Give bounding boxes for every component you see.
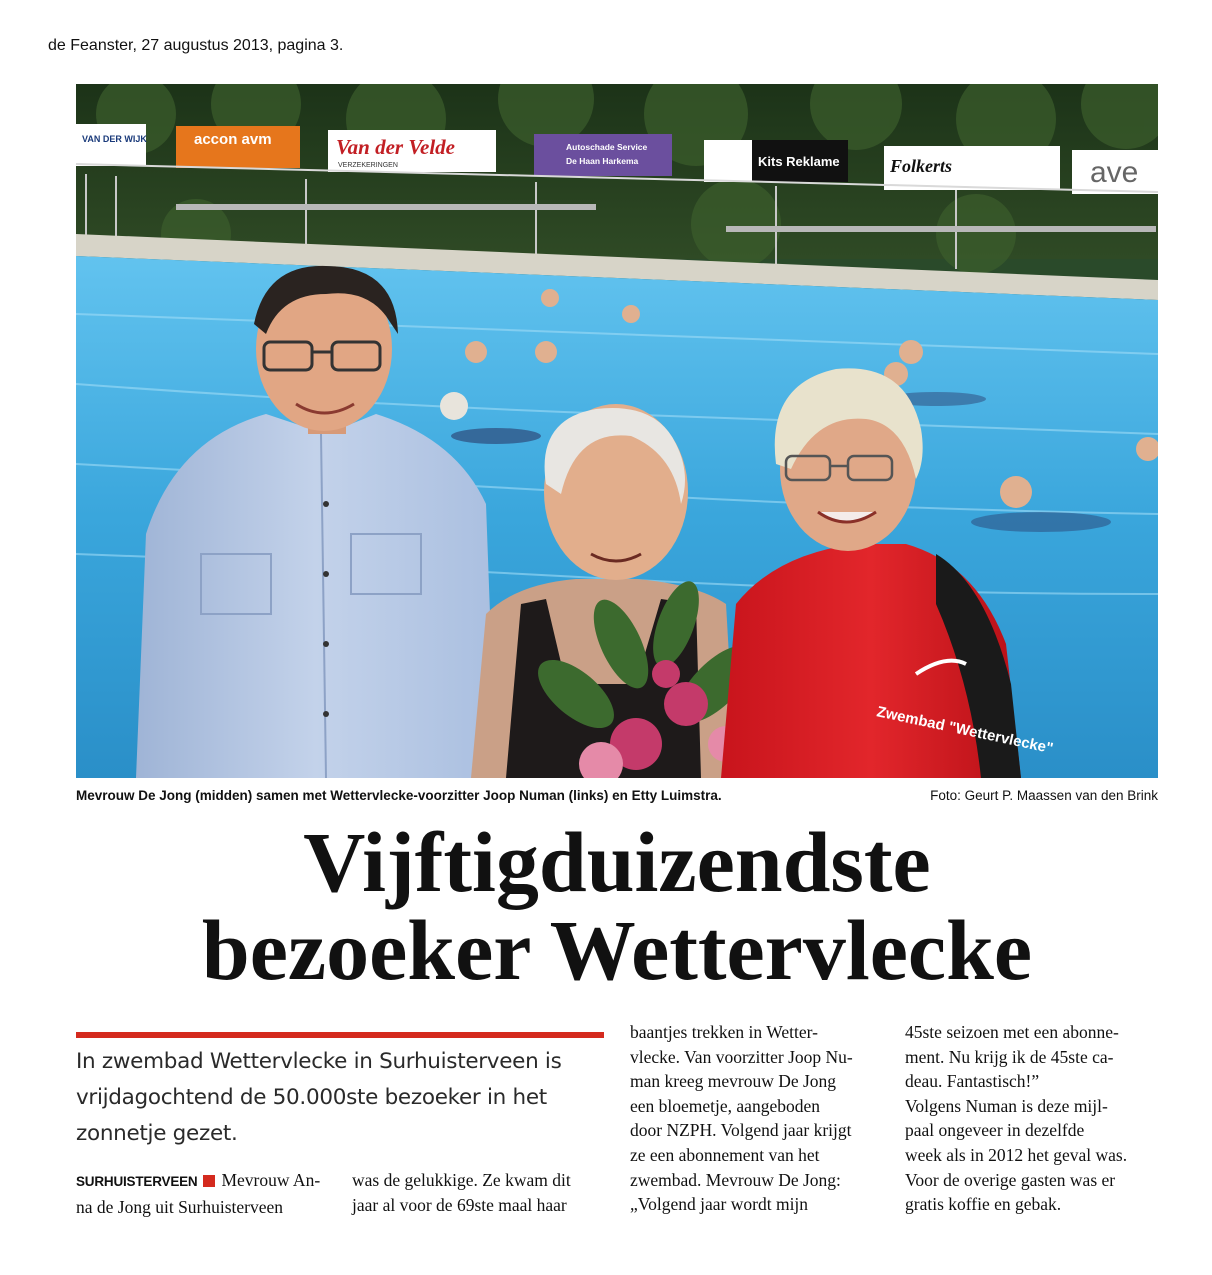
- banner-kits-reklame: Kits Reklame: [758, 154, 840, 169]
- body-line: „Volgend jaar wordt mijn: [630, 1194, 809, 1215]
- body-line: week als in 2012 het geval was.: [905, 1144, 1128, 1165]
- body-line: baantjes trekken in Wetter-: [630, 1022, 818, 1042]
- body-line: Voor de overige gasten was er: [905, 1169, 1116, 1190]
- body-line: vlecke. Van voorzitter Joop Nu-: [630, 1046, 853, 1067]
- intro-line: zonnetje gezet.: [76, 1121, 238, 1146]
- intro-lead: [76, 1044, 604, 1152]
- banner-folkerts: Folkerts: [890, 156, 953, 176]
- banner-autoschade: Autoschade Service: [566, 142, 648, 152]
- article-column-4: [905, 1020, 1157, 1217]
- body-line: man kreeg mevrouw De Jong: [630, 1071, 837, 1092]
- banner-van-der-wijk: VAN DER WIJK: [82, 134, 147, 144]
- banner-ave: ave: [1090, 156, 1139, 189]
- article-column-1: [76, 1168, 330, 1219]
- photo-credit: Foto: Geurt P. Maassen van den Brink: [930, 788, 1158, 803]
- body-line: zwembad. Mevrouw De Jong:: [630, 1169, 841, 1190]
- headline-line-2: bezoeker Wettervlecke: [201, 902, 1033, 998]
- news-photo: [76, 84, 1158, 778]
- body-line: gratis koffie en gebak.: [905, 1194, 1062, 1215]
- body-line: deau. Fantastisch!”: [905, 1071, 1040, 1092]
- body-line: een bloemetje, aangeboden: [630, 1095, 820, 1116]
- body-line: ze een abonnement van het: [630, 1144, 820, 1165]
- intro-line: In zwembad Wettervlecke in Surhuisterveen is: [76, 1049, 562, 1074]
- body-line: door NZPH. Volgend jaar krijgt: [630, 1120, 852, 1141]
- body-line: ment. Nu krijg ik de 45ste ca-: [905, 1046, 1114, 1067]
- accent-rule: [76, 1032, 604, 1038]
- banner-verzekeringen: VERZEKERINGEN: [338, 162, 398, 169]
- headline-line-1: Vijftigduizendste: [303, 814, 931, 910]
- red-square-marker: [203, 1175, 215, 1187]
- headline: [76, 814, 1158, 998]
- photo-caption: [76, 788, 1158, 808]
- article-column-3: [630, 1020, 882, 1217]
- banner-accon: accon avm: [194, 131, 272, 148]
- body-line: Mevrouw An-: [221, 1170, 321, 1190]
- body-line: jaar al voor de 69ste maal haar: [352, 1194, 567, 1215]
- intro-line: vrijdagochtend de 50.000ste bezoeker in het: [76, 1085, 547, 1110]
- body-line: na de Jong uit Surhuisterveen: [76, 1196, 284, 1217]
- dateline: SURHUISTERVEEN: [76, 1174, 198, 1189]
- caption-text: Mevrouw De Jong (midden) samen met Wettervlecke-voorzitter Joop Numan (links) en Etty Luimstra.: [76, 788, 722, 803]
- banner-de-haan: De Haan Harkema: [566, 156, 639, 166]
- body-line: Volgens Numan is deze mijl-: [905, 1095, 1108, 1116]
- body-line: paal ongeveer in dezelfde: [905, 1120, 1085, 1141]
- body-line: was de gelukkige. Ze kwam dit: [352, 1170, 571, 1190]
- article-column-2: [352, 1168, 606, 1217]
- banner-van-der-velde: Van der Velde: [336, 135, 456, 159]
- source-line: de Feanster, 27 augustus 2013, pagina 3.: [48, 37, 344, 54]
- body-line: 45ste seizoen met een abonne-: [905, 1022, 1119, 1042]
- shirt-print: Zwembad "Wettervlecke": [875, 703, 1055, 758]
